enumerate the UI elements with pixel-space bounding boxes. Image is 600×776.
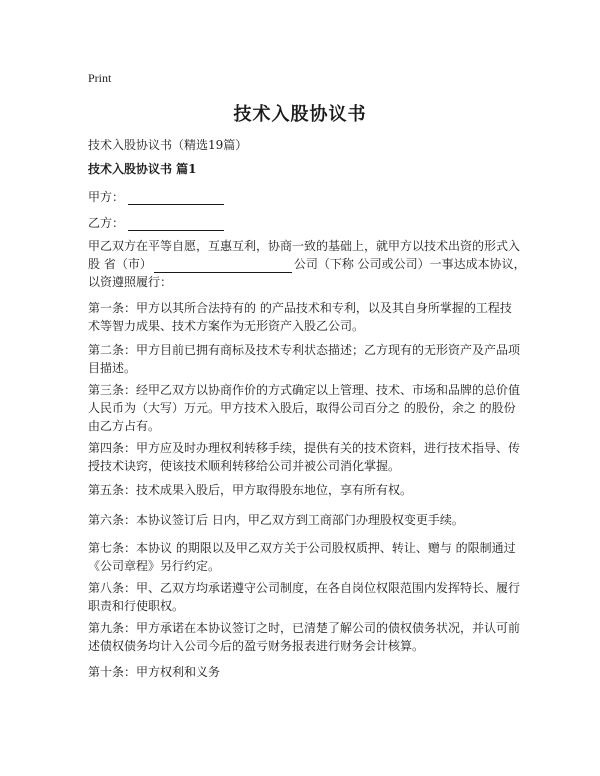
article-line: 术等智力成果、技术方案作为无形资产入股乙公司。	[88, 319, 365, 333]
article-line: 由乙方占有。	[88, 419, 161, 433]
document-subtitle: 技术入股协议书（精选19篇）	[88, 138, 248, 152]
article-paragraph	[88, 439, 521, 475]
article-paragraph	[88, 341, 521, 377]
article-paragraph	[88, 663, 518, 681]
party-a-field	[88, 189, 224, 205]
article-line: 第十条：甲方权利和义务	[88, 665, 221, 679]
party-b-label: 乙方：	[88, 216, 125, 230]
article-paragraph	[88, 481, 518, 499]
article-paragraph	[88, 579, 521, 615]
article-line: 目描述。	[88, 361, 137, 375]
document-title: 技术入股协议书	[233, 104, 367, 125]
article-paragraph	[88, 299, 518, 335]
intro-line-start: 股 省（市）	[88, 257, 152, 271]
print-link[interactable]: Print	[88, 71, 112, 85]
party-a-blank	[128, 192, 224, 205]
article-line: 第六条：本协议签订后 日内，甲乙双方到工商部门办理股权变更手续。	[88, 513, 464, 527]
party-b-field	[88, 215, 224, 231]
article-line: 授技术诀窍，使该技术顺利转移给公司并被公司消化掌握。	[88, 459, 401, 473]
article-line: 《公司章程》另行约定。	[88, 559, 221, 573]
article-line: 第三条：经甲乙双方以协商作价的方式确定以上管理、技术、市场和品牌的总价值	[88, 383, 521, 397]
article-paragraph	[88, 619, 521, 655]
article-paragraph	[88, 511, 518, 529]
section-heading: 技术入股协议书 篇1	[88, 162, 197, 176]
article-line: 第五条：技术成果入股后，甲方取得股东地位，享有所有权。	[88, 483, 413, 497]
intro-line: 甲乙双方在平等自愿，互惠互利，协商一致的基础上，就甲方以技术出资的形式入	[88, 239, 521, 253]
intro-line: 以资遵照履行：	[88, 275, 173, 289]
article-line: 述债权债务均计入公司今后的盈亏财务报表进行财务会计核算。	[88, 639, 425, 653]
article-line: 第一条：甲方以其所合法持有的 的产品技术和专利，以及其自身所掌握的工程技	[88, 301, 512, 315]
article-line: 职责和行使职权。	[88, 599, 185, 613]
party-a-label: 甲方：	[88, 190, 125, 204]
article-line: 第七条：本协议 的期限以及甲乙双方关于公司股权质押、转让、赠与 的限制通过	[88, 541, 516, 555]
intro-paragraph	[88, 237, 526, 291]
article-line: 第二条：甲方目前已拥有商标及技术专利状态描述；乙方现有的无形资产及产品项	[88, 343, 521, 357]
article-line: 第八条：甲、乙双方均承诺遵守公司制度，在各自岗位权限范围内发挥特长、履行	[88, 581, 521, 595]
party-b-blank	[128, 218, 224, 231]
article-paragraph	[88, 381, 521, 435]
intro-line	[88, 255, 526, 273]
article-line: 人民币为（大写）万元。甲方技术入股后，取得公司百分之 的股份，余之 的股份	[88, 401, 516, 415]
article-line: 第四条：甲方应及时办理权利转移手续，提供有关的技术资料，进行技术指导、传	[88, 441, 521, 455]
article-paragraph	[88, 539, 518, 575]
article-line: 第九条：甲方承诺在本协议签订之时，已清楚了解公司的债权债务状况，并认可前	[88, 621, 521, 635]
intro-line-end: 公司（下称 公司或公司）一事达成本协议，	[293, 257, 526, 271]
company-name-blank	[154, 260, 292, 273]
